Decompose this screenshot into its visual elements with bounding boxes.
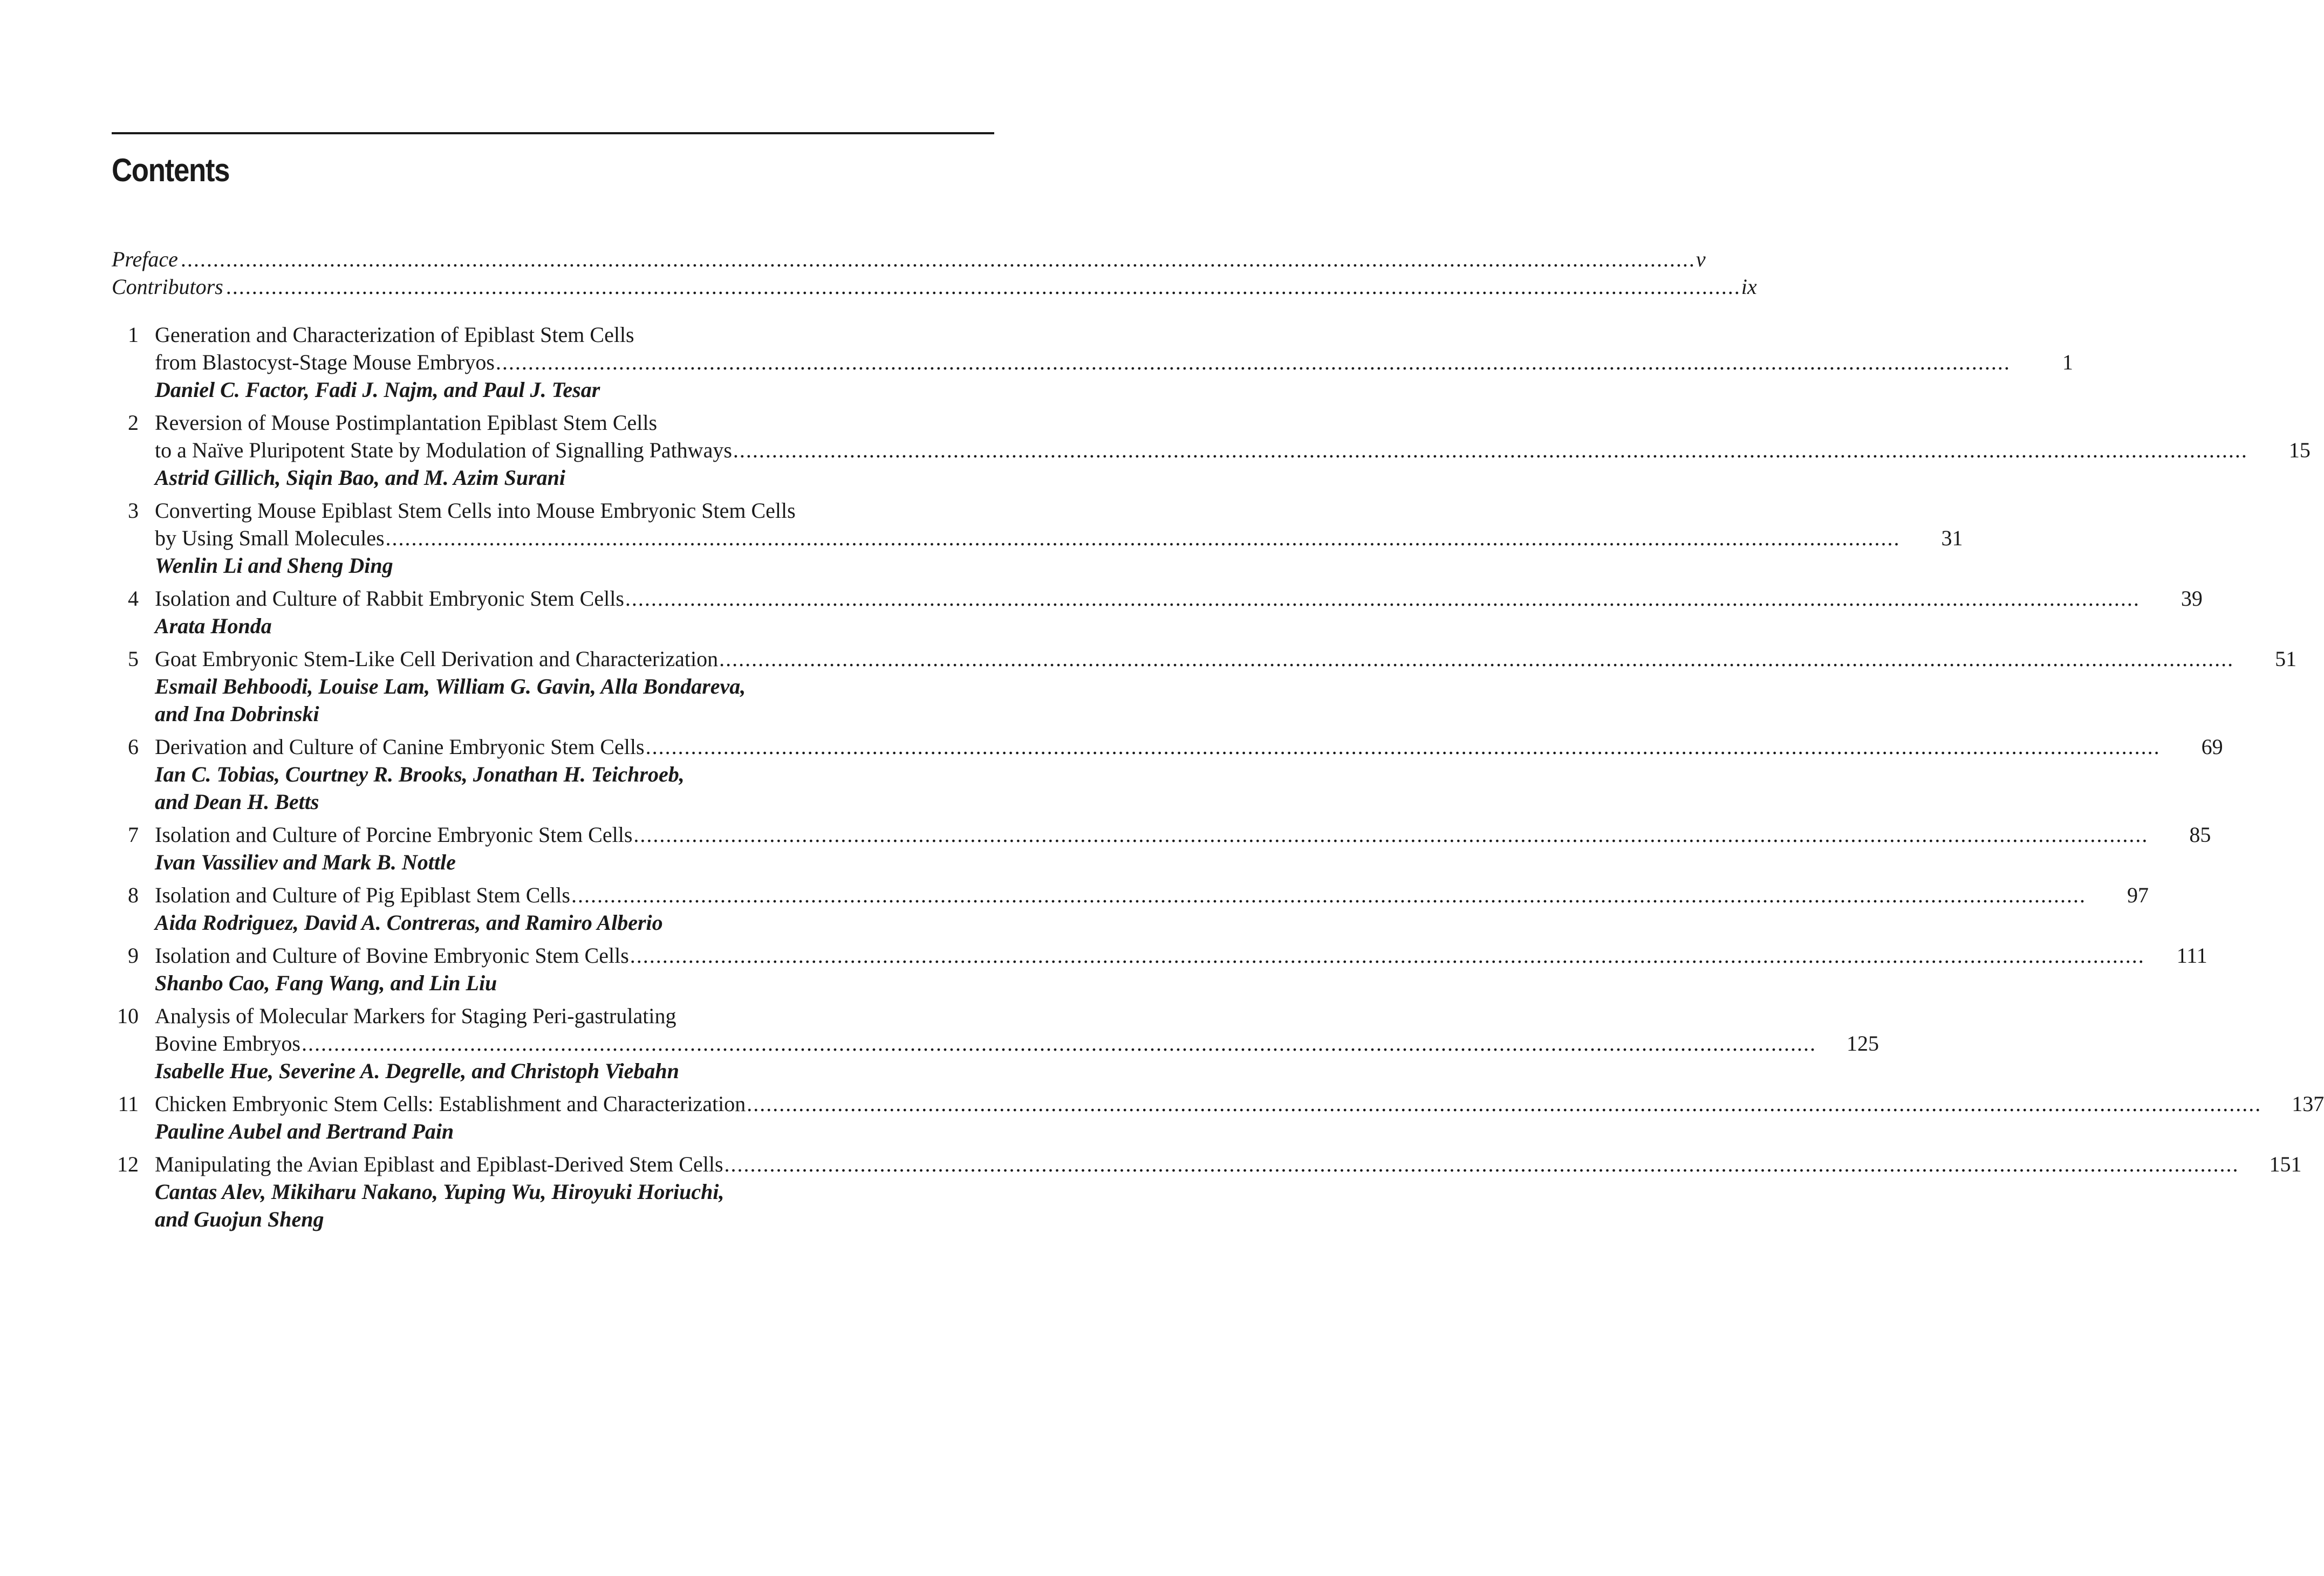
page-number: 39: [2181, 586, 2203, 611]
chapter-title-line: [155, 409, 2311, 436]
chapter-authors: Ian C. Tobias, Courtney R. Brooks, Jonathan H. Teichroeb,: [155, 762, 685, 786]
page-title: Contents: [112, 152, 230, 188]
chapter-title-line: [155, 348, 2073, 376]
chapter-authors: and Ina Dobrinski: [155, 702, 319, 726]
chapter-body: [155, 881, 2149, 936]
chapter-body: [155, 733, 2223, 816]
chapter-number: 1: [128, 323, 139, 347]
chapter-number: 5: [128, 647, 139, 671]
chapter-title-line: [155, 585, 2203, 612]
chapter-body: [155, 497, 1963, 579]
chapter-body: [155, 321, 2073, 403]
dot-leader: [227, 273, 1741, 300]
chapter-title-text: to a Naïve Pluripotent State by Modulation of Signalling Pathways: [155, 438, 732, 462]
page-number: ix: [1741, 275, 1757, 299]
chapter-number: 9: [128, 943, 139, 968]
chapter-title-text: Goat Embryonic Stem-Like Cell Derivation and Characterization: [155, 647, 719, 671]
chapter-body: [155, 585, 2203, 640]
chapter-title-text: Derivation and Culture of Canine Embryonic Stem Cells: [155, 735, 645, 759]
page-number: 1: [2062, 350, 2073, 374]
page-number: 137: [2292, 1092, 2324, 1116]
chapter-authors: Shanbo Cao, Fang Wang, and Lin Liu: [155, 971, 497, 995]
chapter-title-line: [155, 733, 2223, 760]
chapter-list: [112, 321, 2324, 1238]
toc-entry-chapter-4[interactable]: [112, 585, 2203, 640]
toc-entry-chapter-3[interactable]: [112, 497, 1963, 579]
toc-entry-chapter-9[interactable]: [112, 942, 2207, 997]
chapter-title-text: Reversion of Mouse Postimplantation Epiblast Stem Cells: [155, 410, 658, 435]
chapter-authors: Ivan Vassiliev and Mark B. Nottle: [155, 850, 456, 874]
page-number: 97: [2127, 883, 2149, 907]
chapter-authors: Arata Honda: [155, 614, 272, 638]
chapter-title-text: Generation and Characterization of Epiblast Stem Cells: [155, 323, 634, 347]
dot-leader: [719, 645, 2234, 673]
chapter-body: [155, 821, 2211, 876]
chapter-body: [155, 1090, 2324, 1145]
dot-leader: [181, 245, 1696, 273]
page-number: 51: [2275, 647, 2297, 671]
toc-entry-chapter-7[interactable]: [112, 821, 2211, 876]
chapter-title-line: [155, 821, 2211, 848]
front-matter-label: Contributors: [112, 275, 223, 299]
toc-entry-chapter-11[interactable]: [112, 1090, 2324, 1145]
page-number: 111: [2176, 943, 2207, 968]
chapter-title-line: [155, 1030, 1879, 1057]
page-number: 69: [2201, 735, 2223, 759]
chapter-number: 11: [118, 1092, 139, 1116]
chapter-title-text: Converting Mouse Epiblast Stem Cells into Mouse Embryonic Stem Cells: [155, 498, 796, 523]
page-number: 31: [1941, 526, 1963, 550]
toc-entry-chapter-10[interactable]: [112, 1002, 1879, 1085]
chapter-title-text: Analysis of Molecular Markers for Staging Peri-gastrulating: [155, 1004, 676, 1028]
chapter-title-line: [155, 1090, 2324, 1118]
page-number: 85: [2189, 823, 2211, 847]
dot-leader: [747, 1090, 2261, 1118]
chapter-title-text: Isolation and Culture of Bovine Embryonic Stem Cells: [155, 943, 629, 968]
chapter-body: [155, 409, 2311, 491]
chapter-title-line: [155, 321, 2073, 348]
chapter-title-text: by Using Small Molecules: [155, 526, 385, 550]
page-number: v: [1696, 247, 1706, 271]
chapter-number: 6: [128, 735, 139, 759]
chapter-authors: Aida Rodriguez, David A. Contreras, and Ramiro Alberio: [155, 910, 663, 935]
toc-entry-chapter-6[interactable]: [112, 733, 2223, 816]
chapter-number: 8: [128, 883, 139, 907]
chapter-body: [155, 1002, 1879, 1085]
chapter-number: 2: [128, 410, 139, 435]
chapter-title-line: [155, 436, 2311, 464]
dot-leader: [724, 1150, 2239, 1178]
chapter-number: 3: [128, 498, 139, 523]
chapter-title-text: Chicken Embryonic Stem Cells: Establishment and Characterization: [155, 1092, 746, 1116]
chapter-authors: Esmail Behboodi, Louise Lam, William G. Gavin, Alla Bondareva,: [155, 674, 746, 698]
chapter-title-line: [155, 942, 2207, 969]
chapter-authors: Daniel C. Factor, Fadi J. Najm, and Paul J. Tesar: [155, 378, 600, 402]
chapter-authors: Cantas Alev, Mikiharu Nakano, Yuping Wu, Hiroyuki Horiuchi,: [155, 1180, 724, 1204]
chapter-authors: Wenlin Li and Sheng Ding: [155, 553, 393, 578]
dot-leader: [386, 524, 1901, 552]
chapter-body: [155, 1150, 2302, 1233]
chapter-number: 12: [117, 1152, 139, 1176]
page-number: 151: [2269, 1152, 2302, 1176]
toc-entry-preface[interactable]: [112, 245, 1706, 273]
toc-entry-chapter-1[interactable]: [112, 321, 2073, 403]
dot-leader: [496, 348, 2011, 376]
chapter-title-text: Isolation and Culture of Pig Epiblast Stem Cells: [155, 883, 570, 907]
chapter-title-text: Isolation and Culture of Porcine Embryonic Stem Cells: [155, 823, 633, 847]
chapter-authors: and Dean H. Betts: [155, 790, 319, 814]
dot-leader: [302, 1030, 1816, 1057]
chapter-number: 4: [128, 586, 139, 611]
chapter-title-line: [155, 524, 1963, 552]
chapter-body: [155, 942, 2207, 997]
chapter-title-line: [155, 497, 1963, 524]
chapter-title-text: Bovine Embryos: [155, 1031, 300, 1056]
chapter-title-line: [155, 645, 2296, 673]
front-matter-label: Preface: [112, 247, 178, 271]
chapter-title-line: [155, 1002, 1879, 1030]
chapter-title-line: [155, 881, 2149, 909]
dot-leader: [633, 821, 2148, 848]
dot-leader: [571, 881, 2086, 909]
dot-leader: [625, 585, 2140, 612]
chapter-authors: Isabelle Hue, Severine A. Degrelle, and Christoph Viebahn: [155, 1059, 679, 1083]
header-rule: [112, 132, 994, 134]
dot-leader: [646, 733, 2161, 760]
page-number: 15: [2288, 438, 2311, 462]
toc-entry-chapter-8[interactable]: [112, 881, 2149, 936]
chapter-number: 7: [128, 823, 139, 847]
chapter-title-text: Isolation and Culture of Rabbit Embryonic Stem Cells: [155, 586, 624, 611]
page-number: 125: [1846, 1031, 1879, 1056]
front-matter-list: [112, 245, 1757, 300]
toc-entry-chapter-2[interactable]: [112, 409, 2311, 491]
chapter-title-text: Manipulating the Avian Epiblast and Epiblast-Derived Stem Cells: [155, 1152, 723, 1176]
dot-leader: [630, 942, 2145, 969]
chapter-title-text: from Blastocyst-Stage Mouse Embryos: [155, 350, 495, 374]
chapter-authors: and Guojun Sheng: [155, 1207, 324, 1231]
chapter-authors: Pauline Aubel and Bertrand Pain: [155, 1119, 454, 1143]
dot-leader: [733, 436, 2248, 464]
chapter-body: [155, 645, 2296, 728]
chapter-title-line: [155, 1150, 2302, 1178]
chapter-number: 10: [117, 1004, 139, 1028]
toc-entry-chapter-12[interactable]: [112, 1150, 2302, 1233]
toc-entry-chapter-5[interactable]: [112, 645, 2297, 728]
toc-entry-contributors[interactable]: [112, 273, 1757, 300]
chapter-authors: Astrid Gillich, Siqin Bao, and M. Azim Surani: [155, 465, 565, 490]
